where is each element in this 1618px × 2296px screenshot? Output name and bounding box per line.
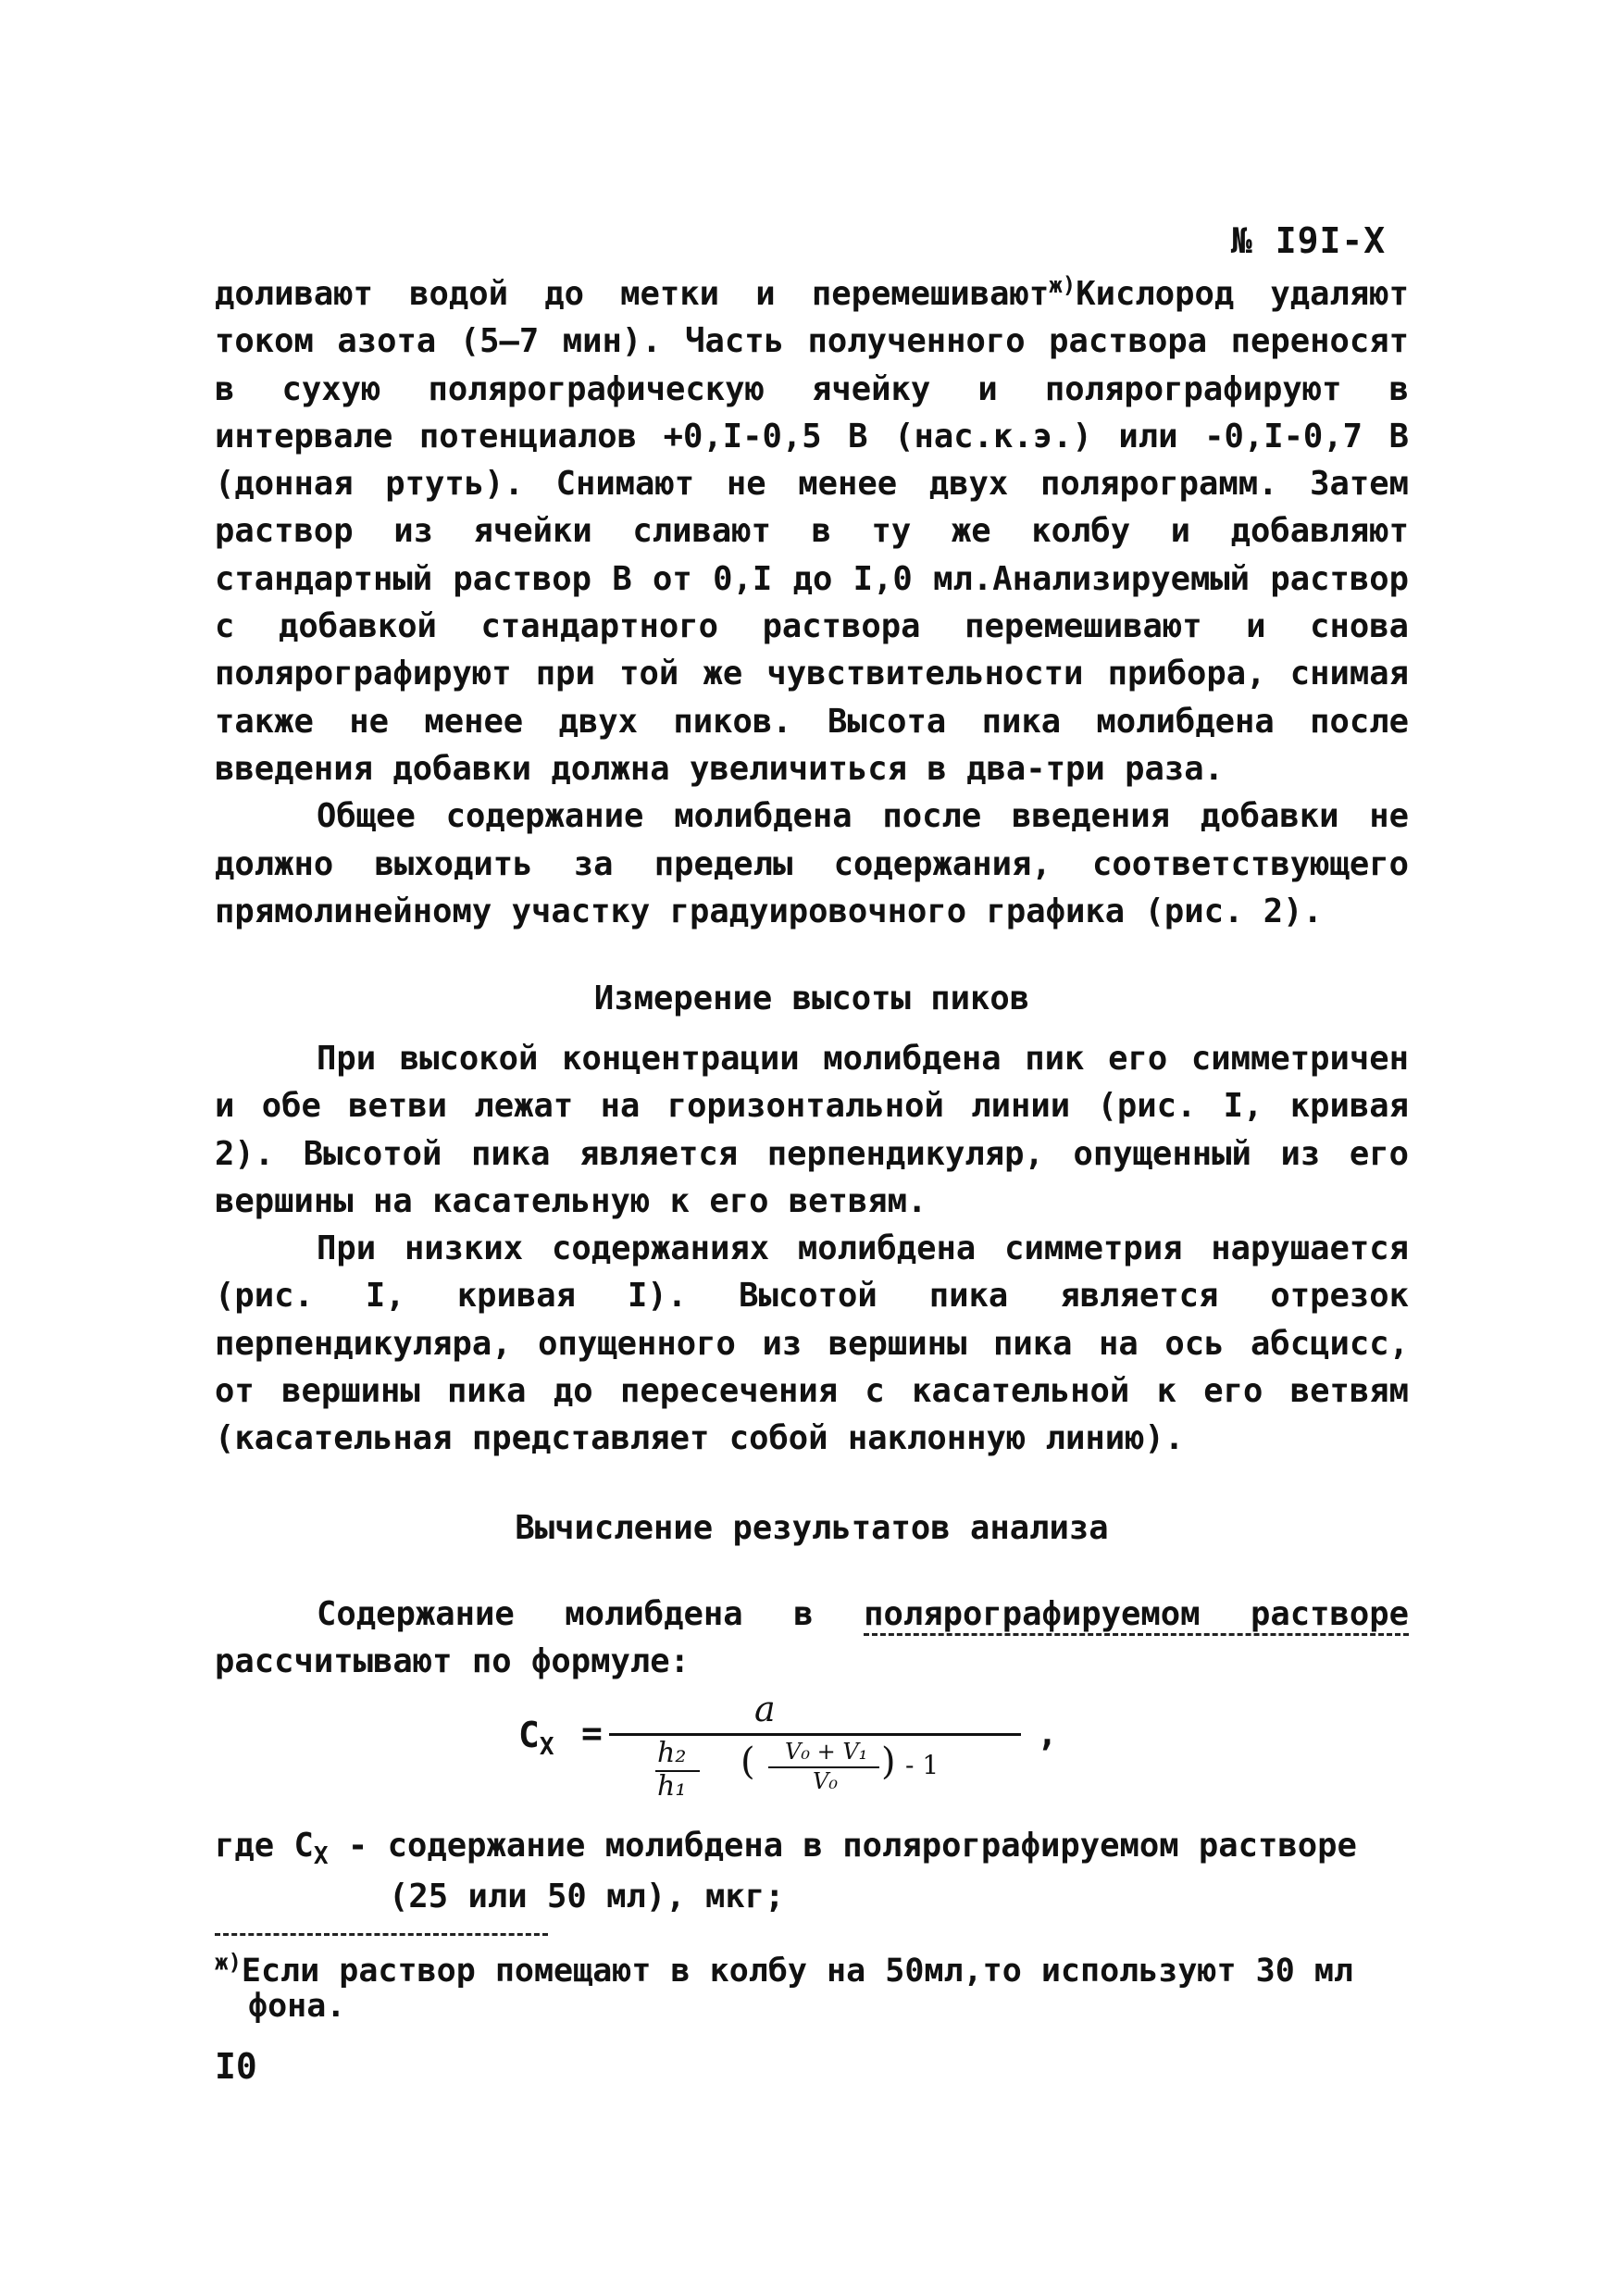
paragraph-1 [215,270,1409,792]
formula-equals: = [581,1713,603,1753]
paragraph-4: При низких содержаниях молибдена симметрия нарушается (рис. I, кривая I). Высотой пика является отрезок перпендикуляра, опущенного из вершины пика на ось абсцисс, от вершины пика до пересечения с касательной к его ветвям (касательная представляет собой наклонную линию). [215,1229,1409,1458]
legend-line-1: где $C_X$ - содержание молибдена в полярографируемом растворе [215,1827,1357,1870]
body-text-top [215,270,1409,935]
paragraph-5 [215,1591,1409,1686]
body-text-formula-intro [215,1591,1409,1686]
section-heading-peak-height: Измерение высоты пиков [593,980,1030,1017]
formula-lhs: $C_X$ [518,1715,554,1761]
formula-v-numerator: V₀ + V₁ [785,1739,868,1765]
section-heading-calculation: Вычисление результатов анализа [515,1509,1109,1547]
page-number: I0 [215,2046,257,2087]
formula-h-denominator: h₁ [657,1770,687,1803]
footnote-line-1: $^{ж)}$Если раствор помещают в колбу на 50мл,то используют 30 мл [215,1949,1353,1990]
formula-minus-one: - 1 [905,1750,940,1780]
paragraph-1-start: доливают водой до метки и перемешивают [215,275,1050,313]
formula-left-paren: ( [741,1741,755,1783]
footnote-line-2: фона. [248,1988,346,2025]
paragraph-5-start: Содержание молибдена в [317,1595,865,1633]
formula-lhs-subscript: X [539,1733,554,1761]
footnote-divider [215,1933,548,1936]
paragraph-2: Общее содержание молибдена после введения добавки не должно выходить за пределы содержания, соответствующего прямолинейному участку градуировочного графика (рис. 2). [215,797,1409,930]
footnote-mark: ж) [1049,272,1077,299]
formula-comma: , [1037,1713,1058,1753]
footnote [215,1949,1418,2025]
footnote-marker: ж) [215,1949,242,1976]
legend-line-2: (25 или 50 мл), мкг; [389,1878,785,1915]
paragraph-5-end: рассчитывают по формуле: [215,1642,690,1681]
formula-numerator: a [754,1689,776,1729]
formula-h-numerator: h₂ [657,1737,687,1769]
formula-legend [215,1822,1418,1920]
formula [518,1689,1074,1807]
underlined-phrase: полярографируемом растворе [864,1595,1409,1636]
paragraph-1-rest: Кислород удаляют током азота (5–7 мин). Часть полученного раствора переносят в сухую полярографическую ячейку и полярографируют в интервале потенциалов +0,I-0,5 В (нас.к.э.) или -0,I-0,7 В (донная ртуть). Снимают не менее двух полярограмм. Затем раствор из ячейки сливают в ту же колбу и добавляют стандартный раствор В от 0,I до I,0 мл.Анализируемый раствор с добавкой стандартного раствора перемешивают и снова полярографируют при той же чувствительности прибора, снимая также не менее двух пиков. Высота пика молибдена после введения добавки должна увеличиться в два-три раза. [215,275,1409,788]
formula-v-denominator: V₀ [813,1768,838,1794]
formula-right-paren: ) [881,1741,896,1783]
formula-fraction-bar [609,1733,1021,1736]
paragraph-3: При высокой концентрации молибдена пик его симметричен и обе ветви лежат на горизонтальной линии (рис. I, кривая 2). Высотой пика является перпендикуляр, опущенный из его вершины на касательную к его ветвям. [215,1040,1409,1220]
legend-subscript: X [313,1842,329,1870]
body-text-middle [215,1035,1409,1463]
document-number: № I9I-X [1231,220,1387,261]
